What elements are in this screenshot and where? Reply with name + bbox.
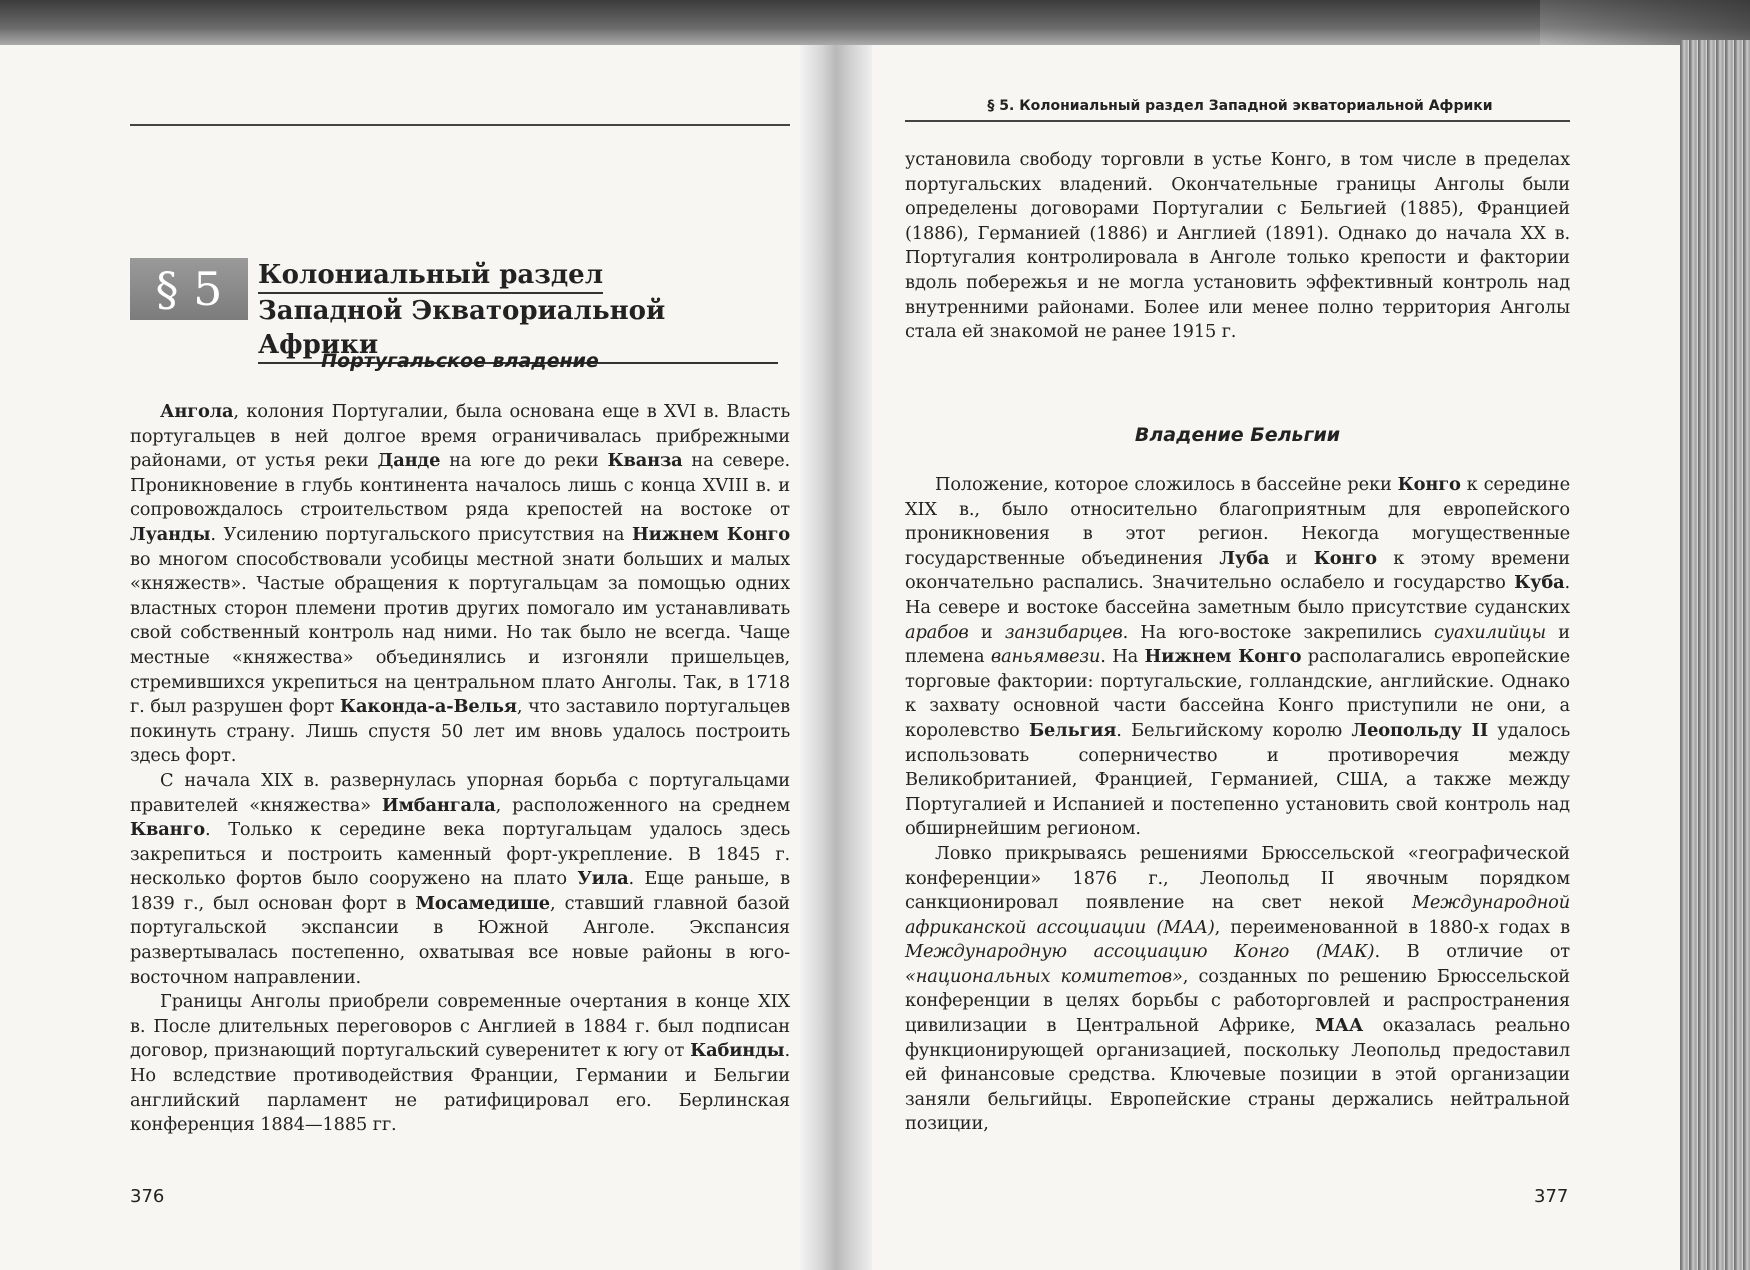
- section-title-line-1: Колониальный раздел: [258, 258, 603, 294]
- bold-term: Луанды: [130, 523, 211, 545]
- section-number-badge: § 5: [130, 258, 248, 320]
- book-gutter: [800, 45, 872, 1270]
- bold-term: Куба: [1514, 572, 1565, 594]
- text-run: и: [968, 621, 1005, 643]
- bold-term: Кванза: [607, 450, 683, 472]
- text-run: и племена: [905, 621, 1570, 668]
- paragraph: [130, 769, 790, 990]
- paragraph: [905, 842, 1570, 1137]
- text-run: к этому времени окончательно распались. Значительно ослабело и государство: [905, 547, 1570, 594]
- bold-term: Конго: [1397, 474, 1461, 495]
- text-run: С начала XIX в. развернулась упорная борьба с португальцами правителей «княжества»: [130, 769, 790, 816]
- running-head: § 5. Колониальный раздел Западной экваториальной Африки: [987, 98, 1493, 114]
- subheading-belgian: Владение Бельгии: [1134, 424, 1341, 446]
- text-run: , колония Португалии, была основана еще в XVI в. Власть португальцев в ней долгое время ограничивалась прибрежными районами, от устья реки: [130, 401, 790, 472]
- bold-term: Данде: [377, 450, 441, 472]
- italic-term: занзибарцев: [1004, 621, 1123, 643]
- text-run: . В отличие от: [1374, 941, 1570, 963]
- right-body-text: [905, 473, 1570, 1137]
- bold-term: Кабинды: [690, 1040, 785, 1062]
- text-run: . На севере и востоке бассейна заметным было присутствие суданских: [905, 572, 1570, 618]
- subheading-portuguese: Португальское владение: [321, 350, 599, 372]
- text-run: Положение, которое сложилось в бассейне реки: [935, 474, 1398, 495]
- bold-term: Нижнем Конго: [631, 523, 790, 545]
- text-run: . Усилению португальского присутствия на: [210, 523, 632, 545]
- text-run: установила свободу торговли в устье Конго, в том числе в пределах португальских владений. Окончательные границы Анголы были определены договорами Португалии с Бельгией (1885), Францией (1886), Германией (1886) и Англией (1891). Однако до начала XX в. Португалия контролировала в Анголе только крепости и фактории вдоль побережья и не могла установить эффективный контроль над внутренними районами. Более или менее полно территория Анголы стала ей знакомой не ранее 1915 г.: [905, 149, 1570, 343]
- bold-term: Бельгия: [1028, 719, 1117, 741]
- bold-term: МАА: [1315, 1015, 1364, 1037]
- italic-term: Международной африканской ассоциации (МАА): [905, 892, 1570, 938]
- bold-term: Мосамедише: [415, 892, 550, 914]
- paragraph: [130, 400, 790, 769]
- text-run: . Но вследствие противодействия Франции, Германии и Бельгии английский парламент не ратифицировал его. Берлинская конференция 1884—1885 гг.: [130, 1040, 790, 1136]
- scan-top-shadow: [0, 0, 1750, 50]
- right-top-rule: [905, 120, 1570, 122]
- text-run: во многом способствовали усобицы местной знати больших и малых «княжеств». Частые обращения к португальцам за помощью одних властных сторон племени против других помогало им устанавливать свой собственный контроль над ними. Но так было не всегда. Чаще местные «княжества» объединялись и изгоняли пришельцев, стремившихся укрепиться на центральном плато Анголы. Так, в 1718 г. был разрушен форт: [130, 548, 790, 718]
- text-run: , расположенного на среднем: [495, 794, 790, 816]
- section-title-line-2: Западной Экваториальной Африки: [258, 294, 778, 364]
- text-run: . На: [1100, 646, 1145, 668]
- text-run: , ставший главной базой португальской экспансии в Южной Анголе. Экспансия развертывалась постепенно, охватывая все новые районы в юго-восточном направлении.: [130, 892, 790, 988]
- bold-term: Кванго: [130, 819, 205, 841]
- text-run: располагались европейские торговые фактории: португальские, голландские, английские. Однако к захвату основной части бассейна Конго приступили не они, а королевство: [905, 646, 1570, 741]
- text-run: Ловко прикрываясь решениями Брюссельской «географической конференции» 1876 г., Леопольд II явочным порядком санкционировал появление на свет некой: [905, 842, 1570, 914]
- paragraph: [905, 148, 1570, 345]
- bold-term: Имбангала: [381, 794, 496, 816]
- paragraph: [905, 473, 1570, 842]
- right-continuation-text: [905, 148, 1570, 345]
- italic-term: ваньямвези: [990, 646, 1101, 668]
- page-edges: [1680, 40, 1750, 1270]
- page-number-left: 376: [130, 1186, 165, 1207]
- text-run: . Еще раньше, в 1839 г., был основан форт в: [130, 868, 790, 914]
- left-top-rule: [130, 124, 790, 126]
- text-run: . Только к середине века португальцам удалось здесь закрепиться и построить каменный форт-укрепление. В 1845 г. несколько фортов было сооружено на плато: [130, 819, 790, 890]
- paragraph: [130, 990, 790, 1138]
- text-run: Границы Анголы приобрели современные очертания в конце XIX в. После длительных переговоров с Англией в 1884 г. был подписан договор, признающий португальский суверенитет к югу от: [130, 991, 790, 1062]
- text-run: , созданных по решению Брюссельской конференции в целях борьбы с работорговлей и распространения цивилизации в Центральной Африке,: [905, 965, 1571, 1037]
- text-run: удалось использовать соперничество и противоречия между Великобританией, Францией, Германией, США, а также между Португалией и Испанией и постепенно установить свой контроль над обширнейшим регионом.: [905, 719, 1570, 840]
- text-run: и: [1269, 547, 1314, 569]
- italic-term: Международную ассоциацию Конго (МАК): [905, 941, 1375, 963]
- italic-term: арабов: [905, 621, 969, 643]
- bold-term: Луба: [1219, 547, 1270, 569]
- text-run: к середине XIX в., было относительно благоприятным для европейского проникновения в этот регион. Некогда могущественные государственные объединения: [905, 474, 1570, 569]
- section-title: [258, 258, 778, 364]
- italic-term: «национальных комитетов»: [905, 965, 1183, 987]
- bold-term: Уила: [577, 868, 629, 890]
- bold-term: Конго: [1313, 547, 1377, 569]
- text-run: . Бельгийскому королю: [1116, 719, 1352, 741]
- text-run: , переименованной в 1880-х годах в: [1214, 916, 1570, 938]
- left-body-text: [130, 400, 790, 1138]
- italic-term: суахилийцы: [1434, 621, 1546, 643]
- text-run: на севере. Проникновение в глубь континента началось лишь с конца XVIII в. и сопровождалось строительством ряда крепостей на востоке от: [130, 450, 791, 521]
- bold-term: Нижнем Конго: [1144, 646, 1302, 668]
- text-run: , что заставило португальцев покинуть страну. Лишь спустя 50 лет им вновь удалось построить здесь форт.: [130, 696, 790, 767]
- text-run: оказалась реально функционирующей организацией, поскольку Леопольд предоставил ей финансовые средства. Ключевые позиции в этой организации заняли бельгийцы. Европейские страны держались нейтральной позиции,: [905, 1015, 1570, 1135]
- bold-term: Леопольду II: [1351, 719, 1489, 741]
- text-run: . На юго-востоке закрепились: [1122, 621, 1434, 643]
- page-number-right: 377: [1534, 1186, 1569, 1207]
- bold-term: Ангола: [160, 401, 234, 422]
- text-run: на юге до реки: [440, 450, 608, 472]
- bold-term: Каконда-а-Велья: [339, 696, 517, 718]
